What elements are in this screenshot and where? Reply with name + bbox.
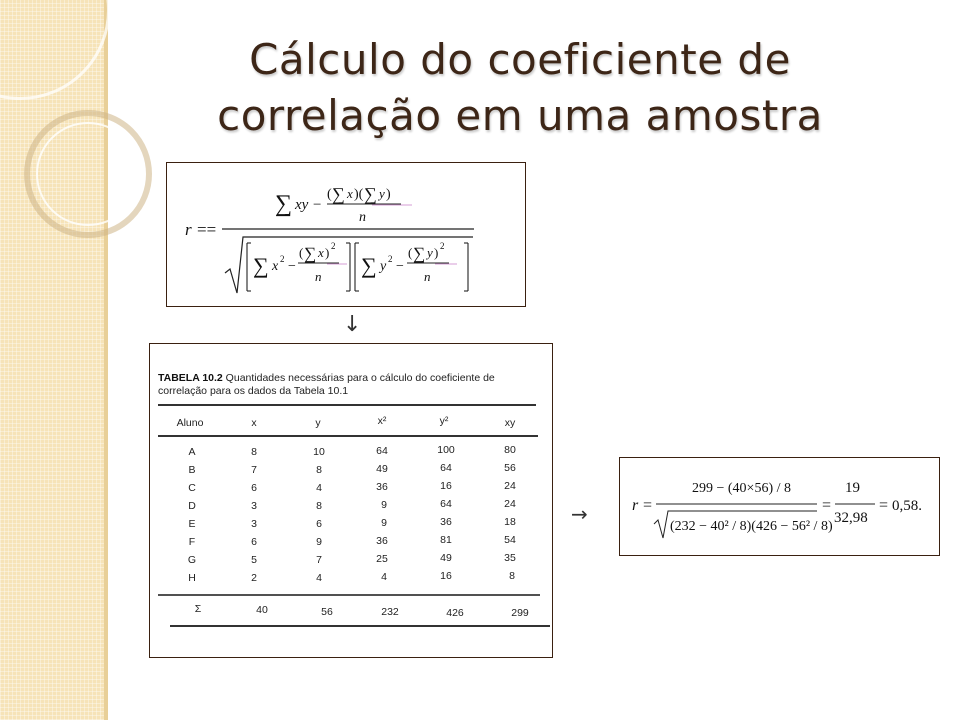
column-header-y: y: [315, 417, 321, 429]
table-cell: 10: [313, 446, 325, 458]
sum-cell: 299: [511, 607, 529, 619]
svg-text:n: n: [359, 210, 366, 225]
table-cell: 80: [504, 444, 516, 456]
result-fraction-denominator: 32,98: [834, 510, 868, 526]
table-cell: H: [188, 572, 196, 584]
table-top-rule: [158, 404, 536, 406]
svg-text:==: ==: [197, 220, 217, 239]
table-cell: 6: [251, 536, 257, 548]
table-cell: 4: [381, 571, 387, 583]
svg-text:=: =: [643, 497, 653, 514]
table-cell: 36: [440, 516, 452, 528]
table-cell: 7: [251, 464, 257, 476]
svg-text:(: (: [299, 245, 304, 260]
table-cell: 3: [251, 500, 257, 512]
table-cell: F: [188, 536, 196, 548]
decorative-band-edge: [104, 0, 108, 720]
svg-text:x: x: [347, 186, 353, 201]
sum-cell: 40: [256, 604, 268, 616]
column-header-y-squared: y²: [439, 415, 449, 427]
table-cell: 3: [251, 518, 257, 530]
table-cell: 36: [376, 535, 388, 547]
sum-cell: 232: [381, 606, 399, 618]
svg-text:2: 2: [280, 254, 285, 264]
table-cell: A: [188, 446, 196, 458]
table-cell: 16: [440, 480, 452, 492]
table-cell: E: [188, 518, 196, 530]
svg-text:y: y: [380, 259, 387, 274]
svg-text:∑: ∑: [332, 184, 345, 204]
svg-text:∑: ∑: [413, 244, 426, 263]
result-fraction-numerator: 19: [845, 480, 860, 496]
svg-text:−: −: [313, 197, 322, 213]
result-denominator: (232 − 40² / 8)(426 − 56² / 8): [670, 519, 833, 534]
table-cell: 9: [316, 536, 322, 548]
slide-title: [150, 32, 890, 144]
table-cell: 2: [251, 572, 257, 584]
table-bottom-rule: [170, 625, 550, 627]
svg-text:(: (: [408, 245, 413, 260]
svg-text:y: y: [379, 186, 385, 201]
data-table-image: [149, 343, 553, 658]
table-cell: 4: [316, 572, 322, 584]
sum-label: Σ: [194, 603, 202, 615]
table-cell: 6: [316, 518, 322, 530]
svg-text:∑: ∑: [304, 244, 317, 263]
table-cell: 36: [376, 481, 388, 493]
table-cell: 54: [504, 534, 516, 546]
table-cell: 7: [316, 554, 322, 566]
svg-text:∑: ∑: [275, 191, 293, 217]
table-caption-text: Quantidades necessárias para o cálculo do coeficiente de correlação para os dados da Tabela 10.1: [158, 372, 495, 397]
table-cell: 8: [316, 500, 322, 512]
svg-text:∑: ∑: [361, 253, 377, 278]
table-cell: 35: [504, 552, 516, 564]
svg-text:n: n: [315, 269, 322, 284]
table-cell: 64: [440, 498, 452, 510]
down-arrow-icon: ↓: [343, 312, 362, 337]
svg-text:): ): [325, 245, 330, 260]
table-cell: 49: [376, 463, 388, 475]
table-cell: C: [188, 482, 196, 494]
result-formula-image: [619, 457, 940, 556]
svg-text:r: r: [632, 497, 639, 514]
svg-text:r: r: [185, 220, 192, 239]
svg-text:)(: )(: [354, 187, 364, 202]
svg-text:xy: xy: [295, 197, 309, 213]
column-header-x-squared: x²: [377, 415, 387, 427]
table-cell: 8: [509, 570, 515, 582]
table-cell: 49: [440, 552, 452, 564]
svg-text:): ): [386, 187, 391, 202]
table-cell: 56: [504, 462, 516, 474]
table-cell: 9: [381, 499, 387, 511]
decorative-side-band: [0, 0, 104, 720]
table-sum-rule-top: [158, 594, 540, 596]
table-cell: 8: [316, 464, 322, 476]
right-arrow-icon: →: [571, 502, 588, 526]
sum-cell: 426: [446, 607, 464, 619]
column-header-x: x: [251, 417, 257, 429]
table-cell: 81: [440, 534, 452, 546]
slide-title-line2: correlação em uma amostra: [217, 91, 823, 140]
table-cell: 64: [440, 462, 452, 474]
svg-text:y: y: [427, 245, 433, 260]
svg-text:−: −: [288, 259, 296, 274]
svg-text:2: 2: [388, 254, 393, 264]
svg-text:x: x: [318, 245, 324, 260]
correlation-formula-image: [166, 162, 526, 307]
table-caption: [158, 372, 538, 398]
result-numerator: 299 − (40×56) / 8: [692, 481, 792, 496]
table-header-rule: [158, 435, 538, 437]
svg-text:−: −: [396, 259, 404, 274]
table-cell: 16: [440, 570, 452, 582]
table-cell: 5: [251, 554, 257, 566]
svg-text:∑: ∑: [364, 184, 377, 204]
table-cell: 64: [376, 445, 388, 457]
svg-text:2: 2: [331, 241, 336, 251]
table-caption-label: TABELA 10.2: [158, 372, 223, 384]
table-cell: 24: [504, 480, 516, 492]
svg-text:x: x: [272, 259, 279, 274]
table-cell: 24: [504, 498, 516, 510]
table-cell: G: [187, 554, 197, 566]
table-cell: 18: [504, 516, 516, 528]
svg-text:(: (: [327, 187, 332, 202]
column-header-aluno: Aluno: [176, 417, 204, 429]
table-cell: D: [188, 500, 196, 512]
table-cell: 8: [251, 446, 257, 458]
result-value: 0,58.: [892, 498, 922, 514]
table-cell: 6: [251, 482, 257, 494]
svg-text:): ): [434, 245, 439, 260]
svg-text:2: 2: [440, 241, 445, 251]
decorative-circle-inner: [36, 122, 140, 226]
table-cell: B: [188, 464, 196, 476]
svg-text:=: =: [822, 497, 832, 514]
svg-text:n: n: [424, 269, 431, 284]
result-formula-svg: [620, 458, 938, 554]
sum-cell: 56: [321, 606, 333, 618]
column-header-xy: xy: [504, 417, 516, 429]
table-cell: 4: [316, 482, 322, 494]
table-cell: 100: [437, 444, 455, 456]
correlation-formula-svg: [167, 163, 524, 305]
slide-title-line1: Cálculo do coeficiente de: [249, 35, 791, 84]
table-cell: 25: [376, 553, 388, 565]
svg-text:∑: ∑: [253, 253, 269, 278]
table-cell: 9: [381, 517, 387, 529]
svg-text:=: =: [879, 497, 889, 514]
